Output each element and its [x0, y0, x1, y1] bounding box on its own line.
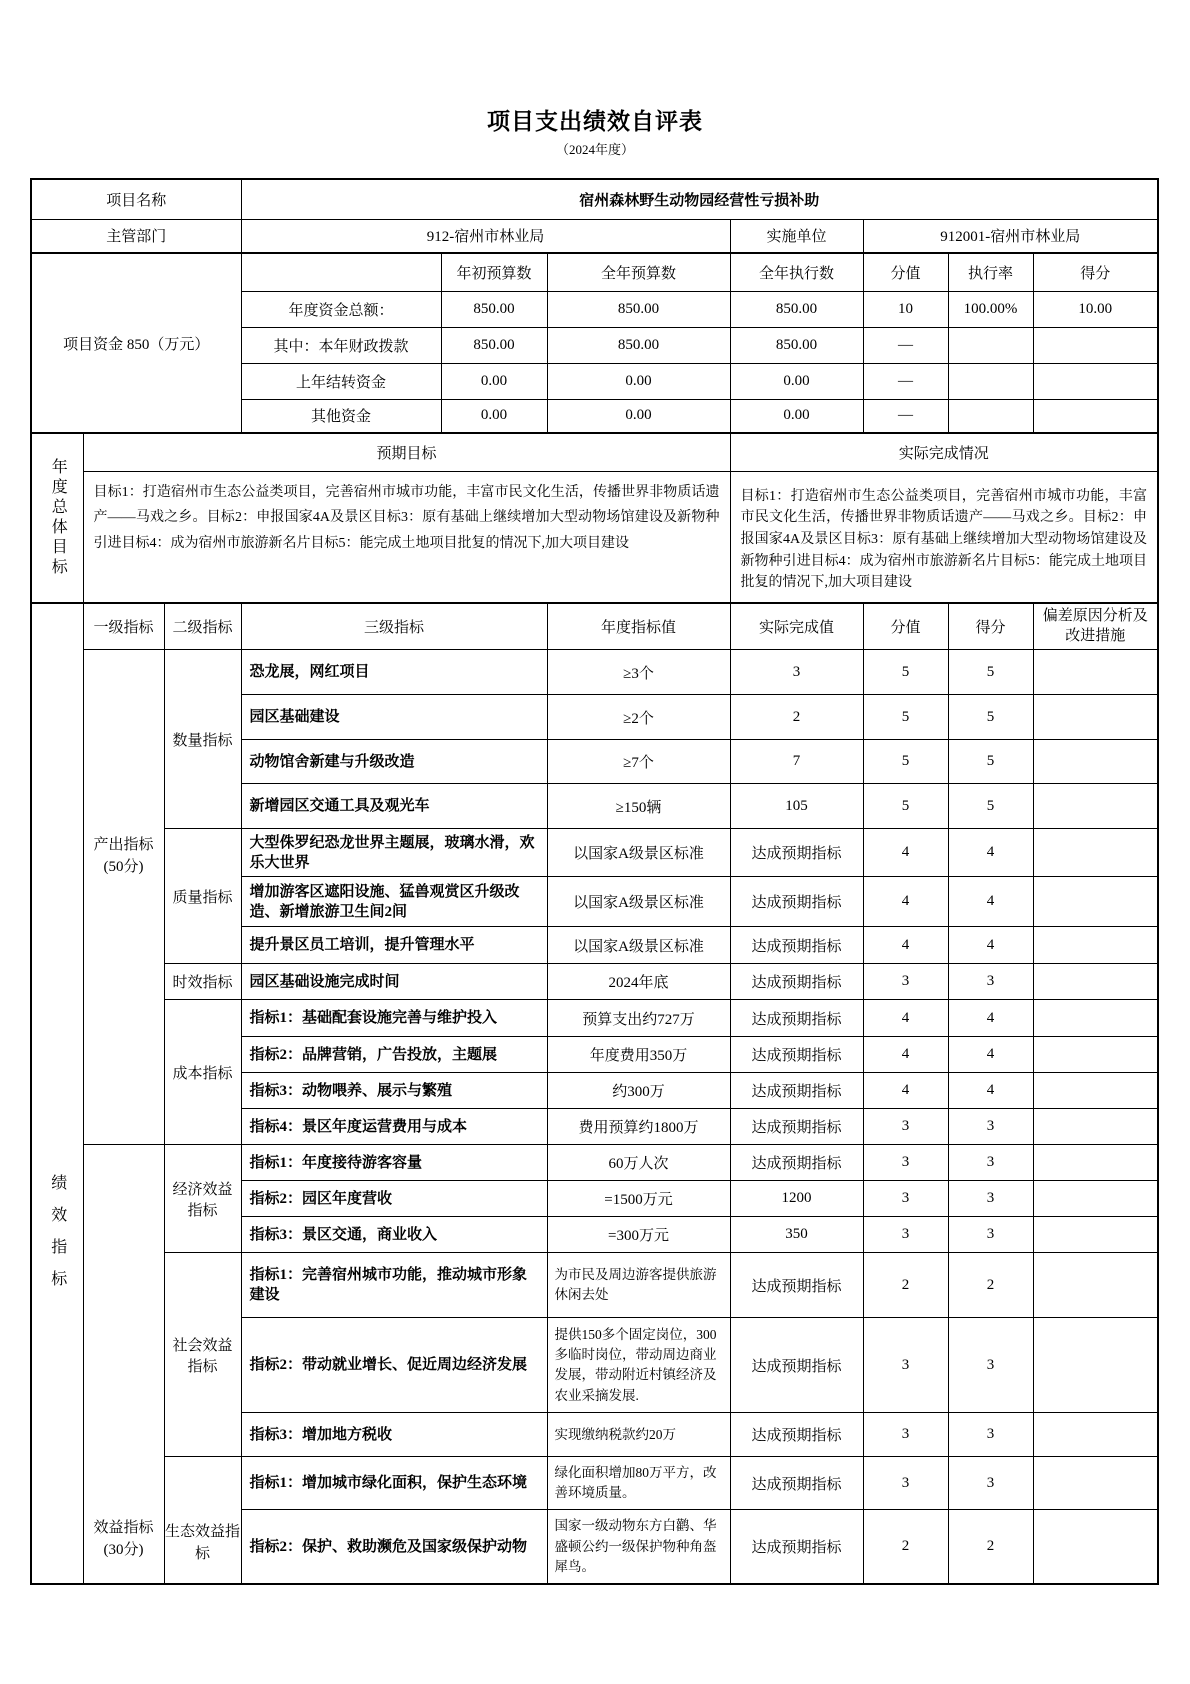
points-cell: 4 [863, 1073, 948, 1109]
expected-goal-header: 预期目标 [83, 433, 730, 471]
actual-cell: 3 [730, 650, 863, 695]
actual-goal-text: 目标1：打造宿州市生态公益类项目，完善宿州市城市功能，丰富市民文化生活，传播世界非物质话遗产——马戏之乡。目标2：申报国家4A及景区目标3：原有基础上继续增加大型动物场馆建设及新物种引进目标4：成为宿州市旅游新名片目标5：能完成土地项目批复的情况下,加大项目建设 [730, 471, 1158, 603]
page-title: 项目支出绩效自评表 [487, 109, 703, 134]
actual-cell: 达成预期指标 [730, 927, 863, 964]
l3-cell: 恐龙展，网红项目 [241, 650, 547, 695]
l3-cell: 园区基础设施完成时间 [241, 964, 547, 1000]
deviation-cell [1033, 1253, 1158, 1318]
level1-benefit-cell [83, 1145, 164, 1584]
actual-cell: 105 [730, 784, 863, 829]
target-cell: 以国家A级景区标准 [547, 877, 730, 927]
actual-cell: 达成预期指标 [730, 1073, 863, 1109]
score-cell: 3 [948, 1145, 1033, 1181]
col-score: 得分 [1033, 253, 1158, 291]
indicator-row [31, 964, 1158, 1000]
funding-annual: 0.00 [547, 363, 730, 399]
points-cell: 4 [863, 927, 948, 964]
col-points: 分值 [863, 253, 948, 291]
points-cell: 3 [863, 1457, 948, 1510]
score-cell: 4 [948, 877, 1033, 927]
target-cell: 年度费用350万 [547, 1037, 730, 1073]
deviation-cell [1033, 1318, 1158, 1413]
deviation-cell [1033, 1109, 1158, 1145]
deviation-cell [1033, 784, 1158, 829]
deviation-cell [1033, 650, 1158, 695]
l3-cell: 指标3：增加地方税收 [241, 1413, 547, 1457]
score-cell: 3 [948, 964, 1033, 1000]
score-cell: 4 [948, 1037, 1033, 1073]
col-execution-rate: 执行率 [948, 253, 1033, 291]
col-initial-budget: 年初预算数 [441, 253, 547, 291]
funding-executed: 0.00 [730, 363, 863, 399]
points-cell: 4 [863, 829, 948, 877]
funding-rate-empty [948, 327, 1033, 363]
score-cell: 5 [948, 784, 1033, 829]
page-subtitle: （2024年度） [555, 142, 634, 157]
implement-unit-label: 实施单位 [730, 219, 863, 253]
actual-cell: 达成预期指标 [730, 877, 863, 927]
target-cell: 约300万 [547, 1073, 730, 1109]
funding-row-label: 上年结转资金 [241, 363, 441, 399]
score-cell: 4 [948, 1000, 1033, 1037]
actual-cell: 7 [730, 740, 863, 784]
l3-cell: 指标2：带动就业增长、促近周边经济发展 [241, 1318, 547, 1413]
funding-row-label: 其他资金 [241, 399, 441, 433]
points-cell: 4 [863, 1037, 948, 1073]
target-cell: ≥2个 [547, 695, 730, 740]
header-deviation: 偏差原因分析及改进措施 [1033, 603, 1158, 650]
l3-cell: 指标1：增加城市绿化面积，保护生态环境 [241, 1457, 547, 1510]
funding-executed: 850.00 [730, 327, 863, 363]
points-cell: 5 [863, 740, 948, 784]
score-cell: 3 [948, 1109, 1033, 1145]
col-annual-budget: 全年预算数 [547, 253, 730, 291]
indicator-row [31, 650, 1158, 695]
deviation-cell [1033, 1145, 1158, 1181]
l3-cell: 指标3：动物喂养、展示与繁殖 [241, 1073, 547, 1109]
funding-points: — [863, 363, 948, 399]
level2-quantity: 数量指标 [164, 650, 241, 829]
funding-executed: 850.00 [730, 291, 863, 327]
target-cell: 以国家A级景区标准 [547, 927, 730, 964]
funding-corner-empty [241, 253, 441, 291]
score-cell: 2 [948, 1253, 1033, 1318]
score-cell: 3 [948, 1413, 1033, 1457]
deviation-cell [1033, 1073, 1158, 1109]
project-name-label: 项目名称 [31, 179, 241, 219]
target-cell: 60万人次 [547, 1145, 730, 1181]
level2-quality: 质量指标 [164, 829, 241, 964]
l3-cell: 指标1：基础配套设施完善与维护投入 [241, 1000, 547, 1037]
funding-score-empty [1033, 399, 1158, 433]
actual-cell: 达成预期指标 [730, 964, 863, 1000]
funding-row-label: 年度资金总额： [241, 291, 441, 327]
deviation-cell [1033, 695, 1158, 740]
header-target: 年度指标值 [547, 603, 730, 650]
score-cell: 4 [948, 829, 1033, 877]
annual-goal-vertical-text: 年度总体目标 [49, 457, 67, 578]
header-score: 得分 [948, 603, 1033, 650]
target-cell: 国家一级动物东方白鹳、华盛顿公约一级保护物种角盔犀鸟。 [547, 1510, 730, 1584]
funding-points: — [863, 327, 948, 363]
target-cell: 为市民及周边游客提供旅游休闲去处 [547, 1253, 730, 1318]
points-cell: 5 [863, 650, 948, 695]
department-value: 912-宿州市林业局 [241, 219, 730, 253]
l3-cell: 指标4：景区年度运营费用与成本 [241, 1109, 547, 1145]
score-cell: 3 [948, 1217, 1033, 1253]
points-cell: 3 [863, 1217, 948, 1253]
project-name-value: 宿州森林野生动物园经营性亏损补助 [241, 179, 1158, 219]
header-level3: 三级指标 [241, 603, 547, 650]
target-cell: 以国家A级景区标准 [547, 829, 730, 877]
indicator-row [31, 1000, 1158, 1037]
row-department [31, 219, 1158, 253]
performance-vertical-text: 绩效指标 [48, 1173, 66, 1302]
points-cell: 4 [863, 877, 948, 927]
actual-goal-header: 实际完成情况 [730, 433, 1158, 471]
deviation-cell [1033, 1217, 1158, 1253]
indicator-row [31, 1457, 1158, 1510]
expected-goal-text: 目标1：打造宿州市生态公益类项目，完善宿州市城市功能，丰富市民文化生活，传播世界非物质话遗产——马戏之乡。目标2：申报国家4A及景区目标3：原有基础上继续增加大型动物场馆建设及新物种引进目标4：成为宿州市旅游新名片目标5：能完成土地项目批复的情况下,加大项目建设 [83, 471, 730, 603]
l3-cell: 动物馆舍新建与升级改造 [241, 740, 547, 784]
actual-cell: 1200 [730, 1181, 863, 1217]
deviation-cell [1033, 1037, 1158, 1073]
score-cell: 5 [948, 740, 1033, 784]
points-cell: 5 [863, 784, 948, 829]
deviation-cell [1033, 1181, 1158, 1217]
deviation-cell [1033, 740, 1158, 784]
actual-cell: 350 [730, 1217, 863, 1253]
l3-cell: 指标2：园区年度营收 [241, 1181, 547, 1217]
score-cell: 3 [948, 1318, 1033, 1413]
level2-economic: 经济效益指标 [164, 1145, 241, 1253]
actual-cell: 达成预期指标 [730, 1109, 863, 1145]
l3-cell: 指标2：品牌营销，广告投放，主题展 [241, 1037, 547, 1073]
points-cell: 4 [863, 1000, 948, 1037]
funding-rate-empty [948, 399, 1033, 433]
points-cell: 3 [863, 964, 948, 1000]
target-cell: 预算支出约727万 [547, 1000, 730, 1037]
points-cell: 3 [863, 1109, 948, 1145]
deviation-cell [1033, 877, 1158, 927]
funding-rate: 100.00% [948, 291, 1033, 327]
score-cell: 3 [948, 1181, 1033, 1217]
indicator-row [31, 829, 1158, 877]
col-annual-execution: 全年执行数 [730, 253, 863, 291]
actual-cell: 达成预期指标 [730, 1413, 863, 1457]
funding-points: 10 [863, 291, 948, 327]
funding-initial: 0.00 [441, 399, 547, 433]
target-cell: 提供150多个固定岗位，300多临时岗位，带动周边商业发展，带动附近村镇经济及农业采摘发展. [547, 1318, 730, 1413]
implement-unit-value: 912001-宿州市林业局 [863, 219, 1158, 253]
indicator-row [31, 1145, 1158, 1181]
deviation-cell [1033, 964, 1158, 1000]
target-cell: ≥150辆 [547, 784, 730, 829]
target-cell: 实现缴纳税款约20万 [547, 1413, 730, 1457]
department-label: 主管部门 [31, 219, 241, 253]
deviation-cell [1033, 1000, 1158, 1037]
header-points: 分值 [863, 603, 948, 650]
level2-ecological-label: 生态效益指标 [164, 1524, 240, 1563]
score-cell: 3 [948, 1457, 1033, 1510]
funding-executed: 0.00 [730, 399, 863, 433]
header-actual: 实际完成值 [730, 603, 863, 650]
deviation-cell [1033, 927, 1158, 964]
actual-cell: 达成预期指标 [730, 1253, 863, 1318]
level2-social: 社会效益指标 [164, 1253, 241, 1457]
target-cell: 绿化面积增加80万平方，改善环境质量。 [547, 1457, 730, 1510]
target-cell: 费用预算约1800万 [547, 1109, 730, 1145]
points-cell: 3 [863, 1318, 948, 1413]
points-cell: 3 [863, 1413, 948, 1457]
points-cell: 5 [863, 695, 948, 740]
l3-cell: 新增园区交通工具及观光车 [241, 784, 547, 829]
actual-cell: 达成预期指标 [730, 1510, 863, 1584]
row-project-name [31, 179, 1158, 219]
l3-cell: 园区基础建设 [241, 695, 547, 740]
l3-cell: 指标1：年度接待游客容量 [241, 1145, 547, 1181]
deviation-cell [1033, 1413, 1158, 1457]
points-cell: 2 [863, 1510, 948, 1584]
target-cell: =300万元 [547, 1217, 730, 1253]
score-cell: 4 [948, 1073, 1033, 1109]
level2-cost: 成本指标 [164, 1000, 241, 1145]
deviation-cell [1033, 1457, 1158, 1510]
l3-cell: 指标2：保护、救助濒危及国家级保护动物 [241, 1510, 547, 1584]
funding-annual: 0.00 [547, 399, 730, 433]
funding-score-empty [1033, 363, 1158, 399]
row-goal-content [31, 471, 1158, 603]
header-level1: 一级指标 [83, 603, 164, 650]
level1-benefit-label: 效益指标 (30分) [93, 1520, 154, 1559]
points-cell: 2 [863, 1253, 948, 1318]
l3-cell: 指标3：景区交通，商业收入 [241, 1217, 547, 1253]
score-cell: 4 [948, 927, 1033, 964]
actual-cell: 达成预期指标 [730, 829, 863, 877]
actual-cell: 2 [730, 695, 863, 740]
level2-ecological [164, 1457, 241, 1584]
funding-rate-empty [948, 363, 1033, 399]
actual-cell: 达成预期指标 [730, 1000, 863, 1037]
header-level2: 二级指标 [164, 603, 241, 650]
row-indicator-header [31, 603, 1158, 650]
deviation-cell [1033, 829, 1158, 877]
level1-output-label: 产出指标 (50分) [93, 837, 154, 876]
actual-cell: 达成预期指标 [730, 1145, 863, 1181]
actual-cell: 达成预期指标 [730, 1318, 863, 1413]
row-goal-header [31, 433, 1158, 471]
self-evaluation-table [30, 178, 1159, 1585]
level2-timeliness: 时效指标 [164, 964, 241, 1000]
indicator-row [31, 1253, 1158, 1318]
score-cell: 5 [948, 650, 1033, 695]
funding-initial: 850.00 [441, 327, 547, 363]
target-cell: ≥3个 [547, 650, 730, 695]
actual-cell: 达成预期指标 [730, 1457, 863, 1510]
funding-score-empty [1033, 327, 1158, 363]
funding-score: 10.00 [1033, 291, 1158, 327]
level1-output-cell [83, 650, 164, 1145]
points-cell: 3 [863, 1145, 948, 1181]
target-cell: =1500万元 [547, 1181, 730, 1217]
score-cell: 2 [948, 1510, 1033, 1584]
funding-initial: 850.00 [441, 291, 547, 327]
actual-cell: 达成预期指标 [730, 1037, 863, 1073]
points-cell: 3 [863, 1181, 948, 1217]
l3-cell: 指标1：完善宿州城市功能，推动城市形象建设 [241, 1253, 547, 1318]
funding-initial: 0.00 [441, 363, 547, 399]
l3-cell: 大型侏罗纪恐龙世界主题展，玻璃水滑，欢乐大世界 [241, 829, 547, 877]
annual-goal-side-label [31, 433, 83, 603]
performance-side-label [31, 603, 83, 1584]
score-cell: 5 [948, 695, 1033, 740]
funding-annual: 850.00 [547, 327, 730, 363]
funding-annual: 850.00 [547, 291, 730, 327]
funding-label: 项目资金 850（万元） [31, 253, 241, 433]
target-cell: 2024年底 [547, 964, 730, 1000]
deviation-cell [1033, 1510, 1158, 1584]
target-cell: ≥7个 [547, 740, 730, 784]
l3-cell: 增加游客区遮阳设施、猛兽观赏区升级改造、新增旅游卫生间2间 [241, 877, 547, 927]
row-funding-header [31, 253, 1158, 291]
funding-row-label: 其中：本年财政拨款 [241, 327, 441, 363]
funding-points: — [863, 399, 948, 433]
l3-cell: 提升景区员工培训，提升管理水平 [241, 927, 547, 964]
